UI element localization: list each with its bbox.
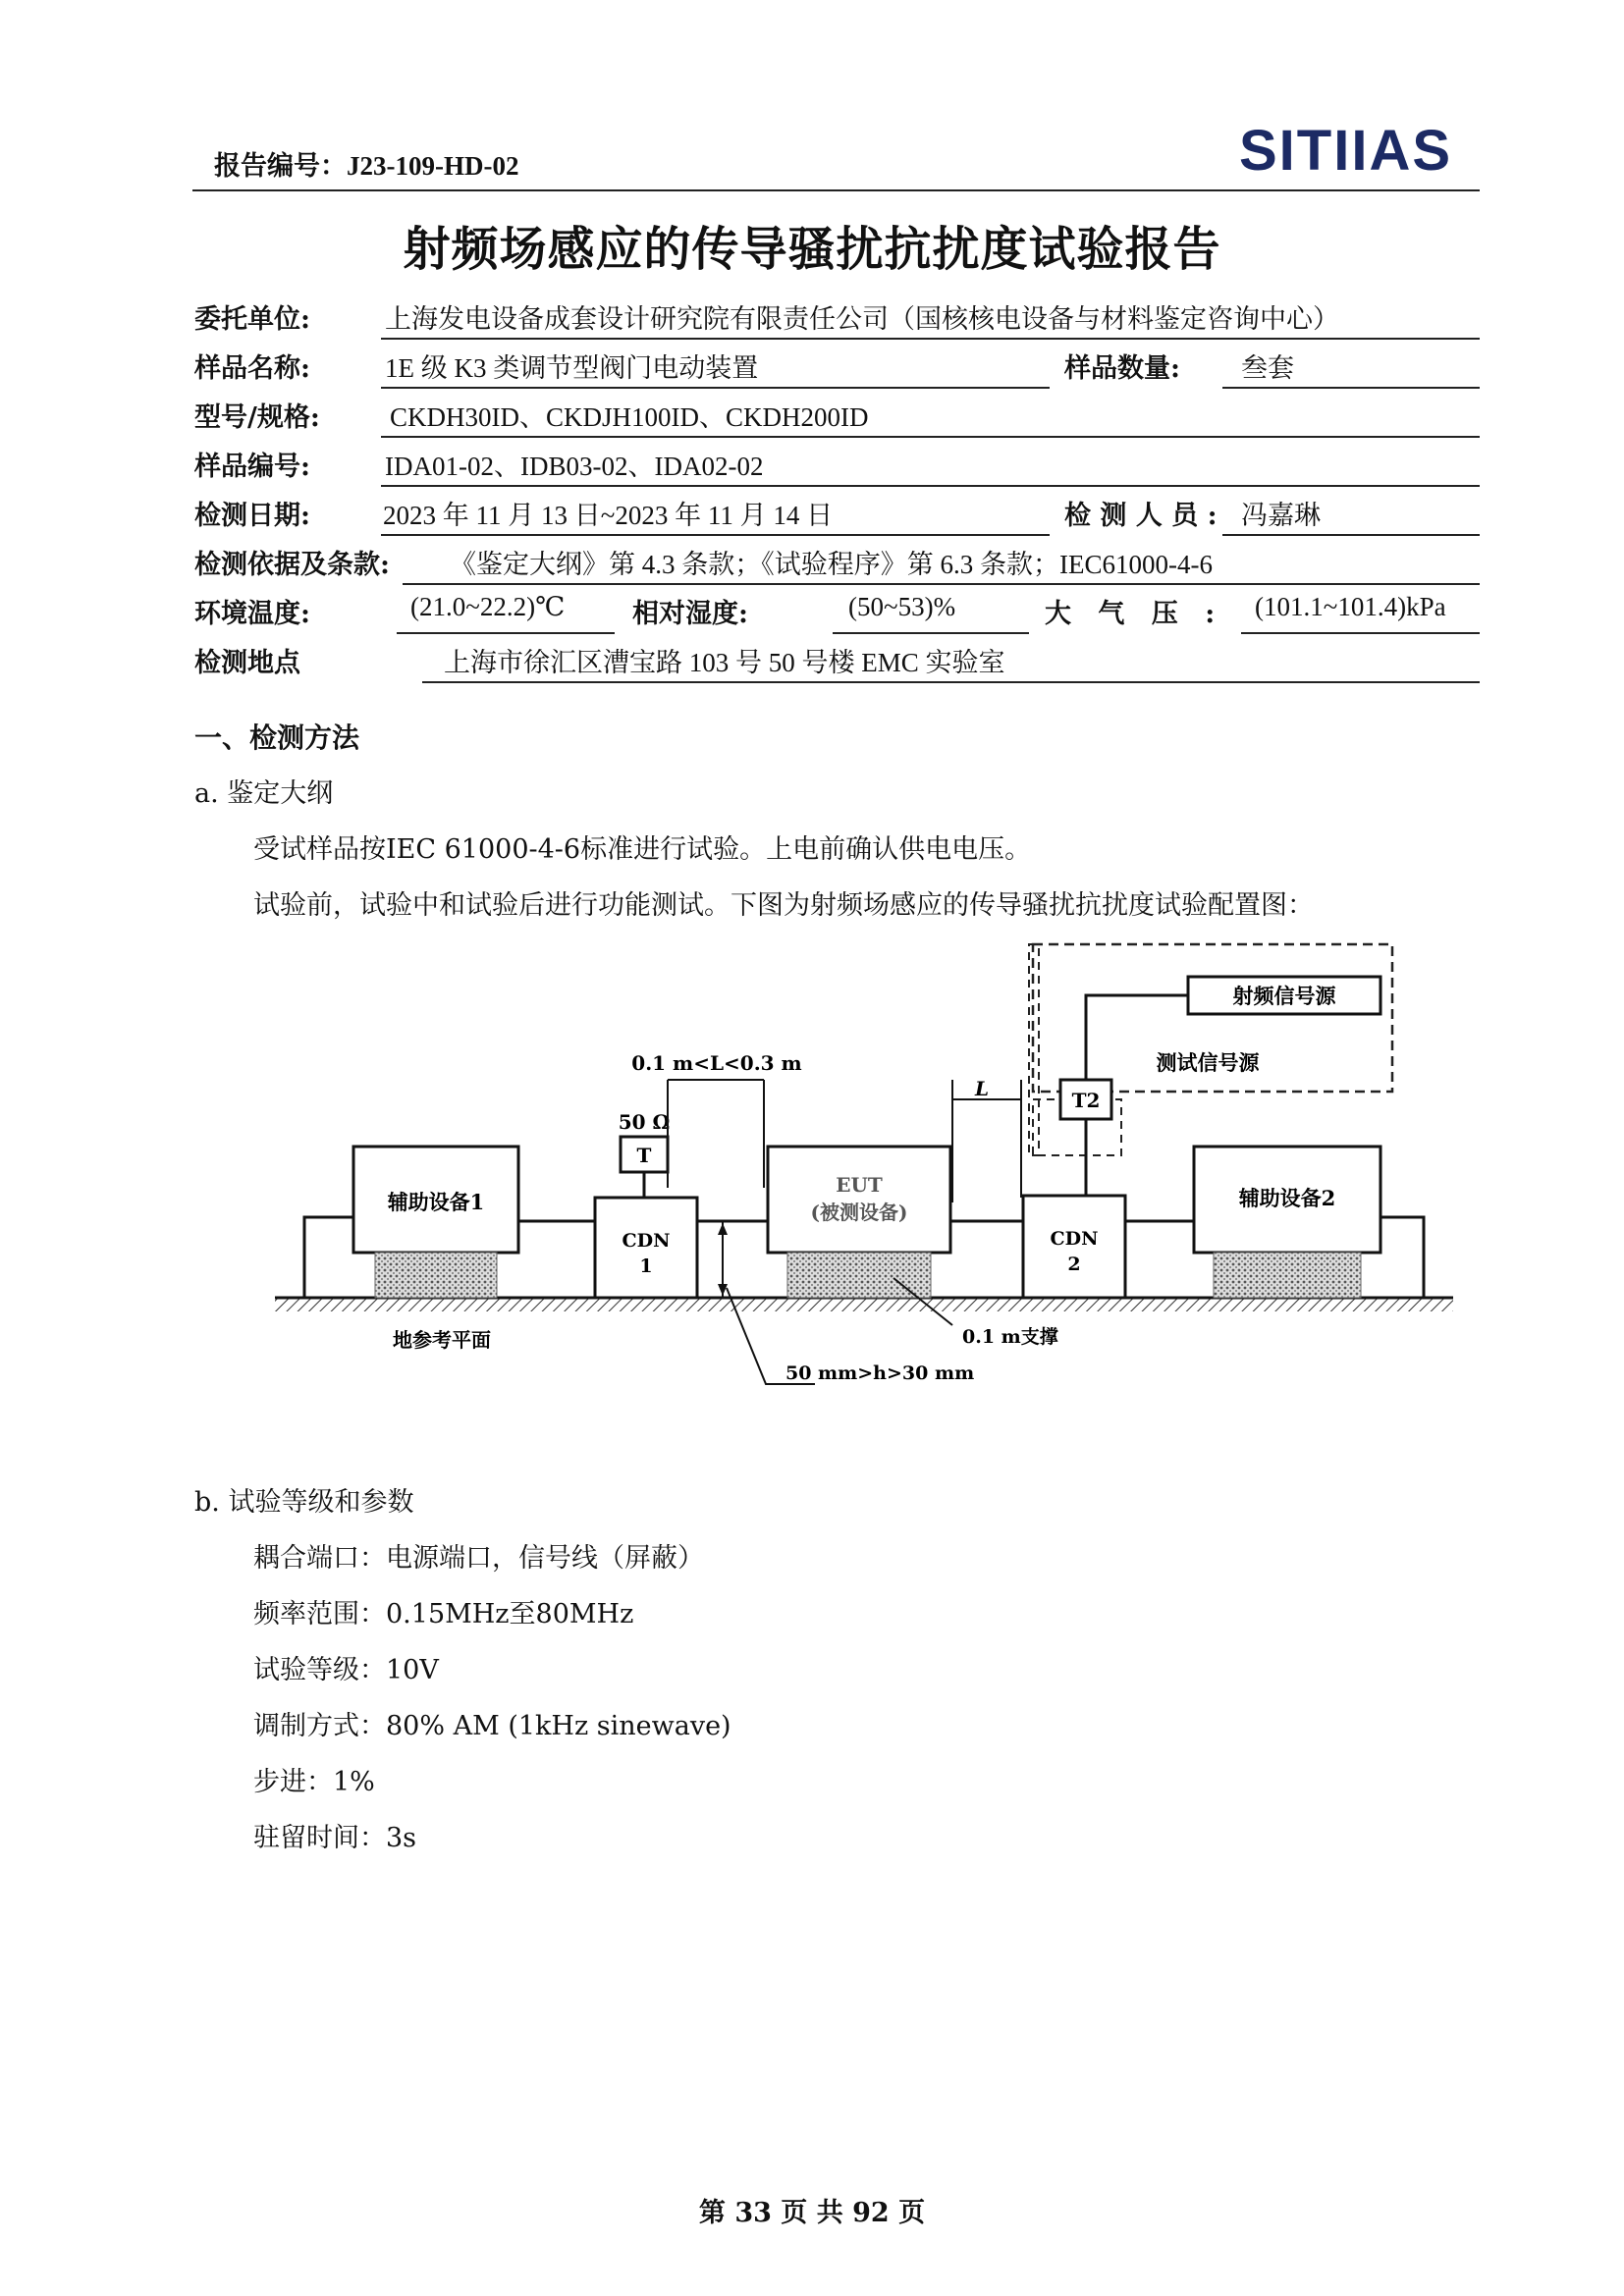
test-date-value: 2023 年 11 月 13 日~2023 年 11 月 14 日 (383, 501, 834, 530)
sample-name-value: 1E 级 K3 类调节型阀门电动装置 (385, 353, 759, 383)
t2-label: T2 (1071, 1089, 1101, 1112)
subsection-a: a. 鉴定大纲 (194, 778, 334, 809)
humidity-underline (833, 632, 1029, 634)
client-underline (381, 338, 1480, 340)
basis-label: 检测依据及条款: (194, 550, 390, 580)
l-label: L (974, 1077, 990, 1100)
sample-no-value: IDA01-02、IDB03-02、IDA02-02 (385, 452, 764, 481)
temp-underline (397, 632, 615, 634)
test-signal-source-label: 测试信号源 (1156, 1050, 1260, 1075)
sample-no-label: 样品编号: (194, 452, 310, 482)
section-heading: 一、检测方法 (194, 721, 360, 754)
aux-device-2-label: 辅助设备2 (1238, 1186, 1336, 1210)
header-divider (192, 189, 1480, 191)
eut-sub-label: (被测设备) (810, 1201, 908, 1224)
report-number-value: J23-109-HD-02 (347, 151, 519, 181)
param-step: 步进：1% (253, 1767, 375, 1797)
client-value: 上海发电设备成套设计研究院有限责任公司（国核核电设备与材料鉴定咨询中心） (385, 304, 1339, 334)
paragraph-a1: 受试样品按IEC 61000-4-6标准进行试验。上电前确认供电电压。 (253, 834, 1032, 865)
distance-label: 0.1 m<L<0.3 m (631, 1051, 802, 1075)
client-label: 委托单位: (194, 304, 310, 335)
temp-label: 环境温度: (194, 599, 310, 629)
eut-box (768, 1147, 950, 1253)
support-label: 0.1 m支撑 (962, 1326, 1058, 1348)
basis-value: 《鉴定大纲》第 4.3 条款；《试验程序》第 6.3 条款；IEC61000-4-6 (450, 550, 1213, 579)
sample-qty-underline (1222, 387, 1480, 389)
pressure-underline (1241, 632, 1480, 634)
sample-no-underline (381, 485, 1480, 487)
param-modulation: 调制方式：80% AM (1kHz sinewave) (253, 1711, 731, 1741)
model-value: CKDH30ID、CKDJH100ID、CKDH200ID (390, 402, 869, 432)
height-label: 50 mm>h>30 mm (785, 1362, 975, 1384)
basis-underline (403, 583, 1480, 585)
humidity-value: (50~53)% (848, 592, 956, 621)
ground-plane (275, 1298, 1453, 1311)
model-underline (381, 436, 1480, 438)
rf-signal-source-label: 射频信号源 (1232, 984, 1336, 1008)
model-label: 型号/规格: (194, 402, 320, 433)
sample-name-underline (381, 387, 1050, 389)
report-number-label: 报告编号： (214, 151, 347, 181)
sample-name-label: 样品名称: (194, 353, 310, 384)
location-value: 上海市徐汇区漕宝路 103 号 50 号楼 EMC 实验室 (444, 648, 1005, 677)
cdn-1-number: 1 (639, 1255, 653, 1277)
aux-device-1-label: 辅助设备1 (387, 1190, 485, 1214)
paragraph-a2: 试验前，试验中和试验后进行功能测试。下图为射频场感应的传导骚扰抗扰度试验配置图： (253, 890, 1314, 921)
eut-label: EUT (836, 1173, 883, 1197)
ground-plane-label: 地参考平面 (393, 1328, 491, 1352)
terminator-ohm-label: 50 Ω (618, 1110, 671, 1134)
param-dwell-time: 驻留时间：3s (253, 1823, 417, 1853)
temp-value: (21.0~22.2)℃ (410, 592, 566, 621)
page-title: 射频场感应的传导骚扰抗扰度试验报告 (403, 222, 1221, 277)
cdn-2-label: CDN (1050, 1228, 1099, 1250)
terminator-label: T (636, 1144, 652, 1167)
humidity-label: 相对湿度: (632, 599, 748, 629)
test-date-underline (381, 534, 1050, 536)
location-label: 检测地点 (194, 648, 300, 678)
test-setup-diagram (265, 933, 1463, 1404)
page-footer: 第 33 页 共 92 页 (698, 2198, 926, 2228)
param-frequency-range: 频率范围：0.15MHz至80MHz (253, 1599, 634, 1629)
cdn-1-label: CDN (622, 1230, 671, 1252)
sample-qty-value: 叁套 (1241, 353, 1294, 383)
pressure-value: (101.1~101.4)kPa (1255, 592, 1446, 621)
param-coupling-port: 耦合端口：电源端口，信号线（屏蔽） (253, 1543, 704, 1574)
tester-label: 检 测 人 员 : (1064, 501, 1218, 531)
test-date-label: 检测日期: (194, 501, 310, 531)
company-logo: SITIIAS (1239, 119, 1453, 183)
location-underline (422, 681, 1480, 683)
tester-underline (1222, 534, 1480, 536)
sample-qty-label: 样品数量: (1064, 353, 1180, 384)
cdn-2-number: 2 (1067, 1254, 1081, 1275)
pressure-label: 大 气 压 : (1045, 599, 1216, 629)
subsection-b: b. 试验等级和参数 (194, 1487, 414, 1518)
tester-value: 冯嘉琳 (1241, 501, 1321, 530)
report-number (214, 144, 518, 183)
param-test-level: 试验等级：10V (253, 1655, 439, 1685)
